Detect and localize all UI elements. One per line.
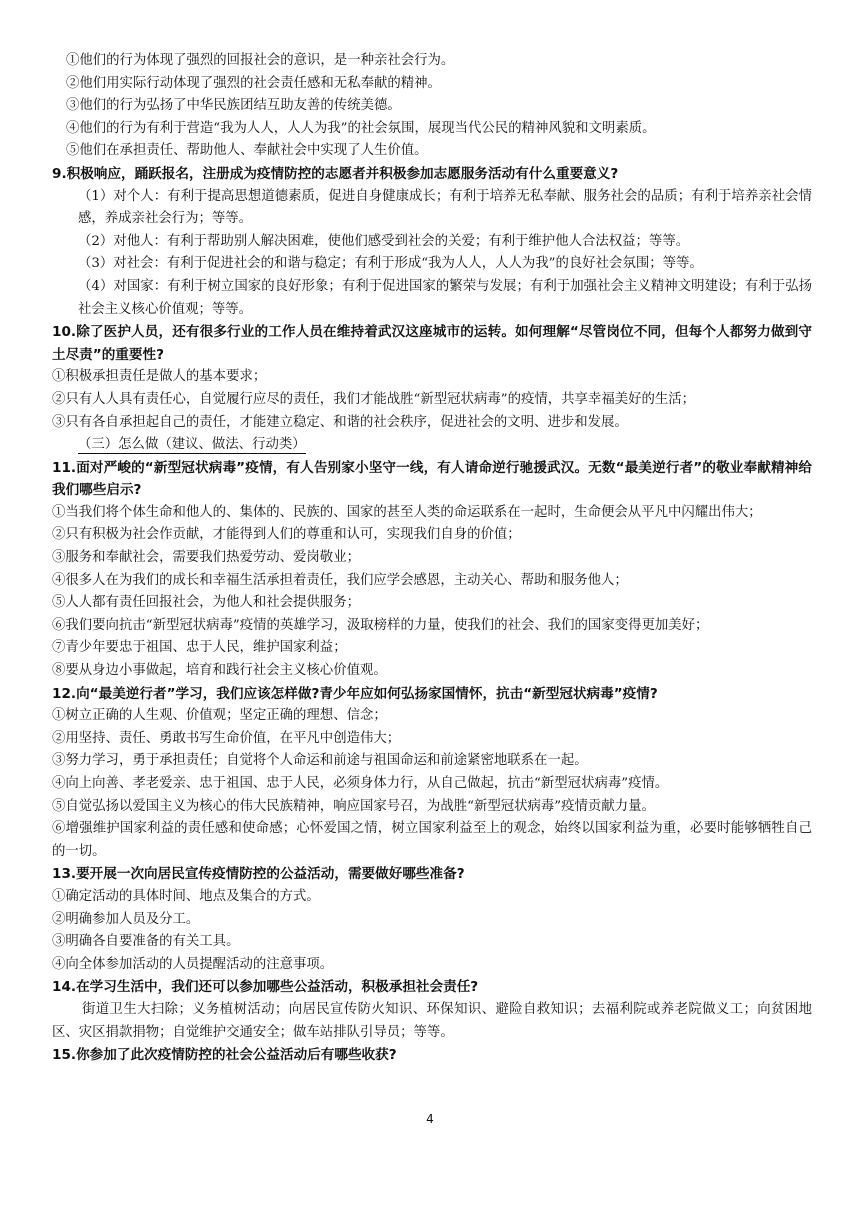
list-item: ⑥增强维护国家利益的责任感和使命感；心怀爱国之情，树立国家利益至上的观念，始终以国家利益为重，必要时能够牺牲自己的一切。 <box>52 821 812 859</box>
list-item: ①确定活动的具体时间、地点及集合的方式。 <box>52 888 320 904</box>
list-item: ①当我们将个体生命和他人的、集体的、民族的、国家的甚至人类的命运联系在一起时，生命便会从平凡中闪耀出伟大； <box>52 504 762 520</box>
list-item: ①树立正确的人生观、价值观；坚定正确的理想、信念； <box>52 708 387 724</box>
question-title: 9.积极响应，踊跃报名，注册成为疫情防控的志愿者并积极参加志愿服务活动有什么重要意义? <box>52 165 619 182</box>
list-item: ④很多人在为我们的成长和幸福生活承担着责任，我们应学会感恩，主动关心、帮助和服务他人； <box>52 572 628 588</box>
question-title: 13.要开展一次向居民宣传疫情防控的公益活动，需要做好哪些准备? <box>52 866 465 883</box>
list-item: ⑥我们要向抗击“新型冠状病毒”疫情的英雄学习，汲取榜样的力量，使我们的社会、我们的国家变得更加美好； <box>52 617 709 633</box>
question-title: 11.面对严峻的“新型冠状病毒”疫情，有人告别家小坚守一线，有人请命逆行驰援武汉。无数“最美逆行者”的敬业奉献精神给我们哪些启示? <box>52 459 812 499</box>
answer-list-block-a <box>52 50 812 163</box>
list-item: ③他们的行为弘扬了中华民族团结互助友善的传统美德。 <box>66 98 401 114</box>
list-item: ④向上向善、孝老爱亲、忠于祖国、忠于人民，必须身体力行，从自己做起，抗击“新型冠状病毒”疫情。 <box>52 776 669 791</box>
list-item: ②用坚持、责任、勇敢书写生命价值，在平凡中创造伟大； <box>52 730 401 746</box>
question-title: 10.除了医护人员，还有很多行业的工作人员在维持着武汉这座城市的运转。如何理解“尽管岗位不同，但每个人都努力做到守土尽责”的重要性? <box>52 324 812 363</box>
question-9 <box>52 163 812 321</box>
list-item: ②明确参加人员及分工。 <box>52 911 200 927</box>
list-item: ⑤人人都有责任回报社会，为他人和社会提供服务； <box>52 595 360 611</box>
question-title: 12.向“最美逆行者”学习，我们应该怎样做?青少年应如何弘扬家国情怀，抗击“新型冠状病毒”疫情? <box>52 685 658 702</box>
page-number: 4 <box>426 1112 434 1126</box>
document-body <box>52 50 812 1067</box>
list-item: ②他们用实际行动体现了强烈的社会责任感和无私奉献的精神。 <box>66 75 441 91</box>
list-item: （4）对国家：有利于树立国家的良好形象；有利于促进国家的繁荣与发展；有利于加强社会主义精神文明建设；有利于弘扬社会主义核心价值观；等等。 <box>78 278 812 317</box>
list-item: ③明确各自要准备的有关工具。 <box>52 934 240 950</box>
question-title: 15.你参加了此次疫情防控的社会公益活动后有哪些收获? <box>52 1047 397 1064</box>
list-item: ④向全体参加活动的人员提醒活动的注意事项。 <box>52 956 334 972</box>
question-15 <box>52 1044 812 1067</box>
section-heading-text: （三）怎么做（建议、做法、行动类） <box>78 437 306 453</box>
list-item: ②只有积极为社会作贡献，才能得到人们的尊重和认可，实现我们自身的价值； <box>52 527 521 543</box>
list-item: ③服务和奉献社会，需要我们热爱劳动、爱岗敬业； <box>52 550 360 566</box>
list-item: ⑤自觉弘扬以爱国主义为核心的伟大民族精神，响应国家号召，为战胜“新型冠状病毒”疫情贡献力量。 <box>52 798 655 814</box>
question-14 <box>52 976 812 1044</box>
answer-paragraph: 街道卫生大扫除；义务植树活动；向居民宣传防火知识、环保知识、避险自救知识；去福利院或养老院做义工；向贫困地区、灾区捐款捐物；自觉维护交通安全；做车站排队引导员；等等。 <box>52 1001 812 1040</box>
list-item: ⑦青少年要忠于祖国、忠于人民，维护国家利益； <box>52 640 347 656</box>
question-11 <box>52 457 812 683</box>
list-item: （2）对他人：有利于帮助别人解决困难，使他们感受到社会的关爱；有利于维护他人合法权益；等等。 <box>78 233 690 249</box>
question-title: 14.在学习生活中，我们还可以参加哪些公益活动，积极承担社会责任? <box>52 979 479 996</box>
list-item: ②只有人人具有责任心，自觉履行应尽的责任，我们才能战胜“新型冠状病毒”的疫情，共享幸福美好的生活； <box>52 391 696 407</box>
list-item: ⑤他们在承担责任、帮助他人、奉献社会中实现了人生价值。 <box>66 143 428 159</box>
list-item: （1）对个人：有利于提高思想道德素质，促进自身健康成长；有利于培养无私奉献、服务社会的品质；有利于培养亲社会情感，养成亲社会行为；等等。 <box>78 188 812 227</box>
list-item: ③努力学习，勇于承担责任；自觉将个人命运和前途与祖国命运和前途紧密地联系在一起。 <box>52 753 588 769</box>
list-item: ④他们的行为有利于营造“我为人人，人人为我”的社会氛围，展现当代公民的精神风貌和文明素质。 <box>66 120 656 136</box>
list-item: ①他们的行为体现了强烈的回报社会的意识，是一种亲社会行为。 <box>66 53 455 68</box>
list-item: ①积极承担责任是做人的基本要求； <box>52 369 267 385</box>
section-heading <box>52 434 812 457</box>
question-12 <box>52 683 812 864</box>
list-item: ③只有各自承担起自己的责任，才能建立稳定、和谐的社会秩序，促进社会的文明、进步和发展。 <box>52 414 628 430</box>
list-item: （3）对社会：有利于促进社会的和谐与稳定；有利于形成“我为人人，人人为我”的良好社会氛围；等等。 <box>78 256 703 272</box>
question-10 <box>52 321 812 434</box>
list-item: ⑧要从身边小事做起，培育和践行社会主义核心价值观。 <box>52 663 387 679</box>
question-13 <box>52 863 812 976</box>
